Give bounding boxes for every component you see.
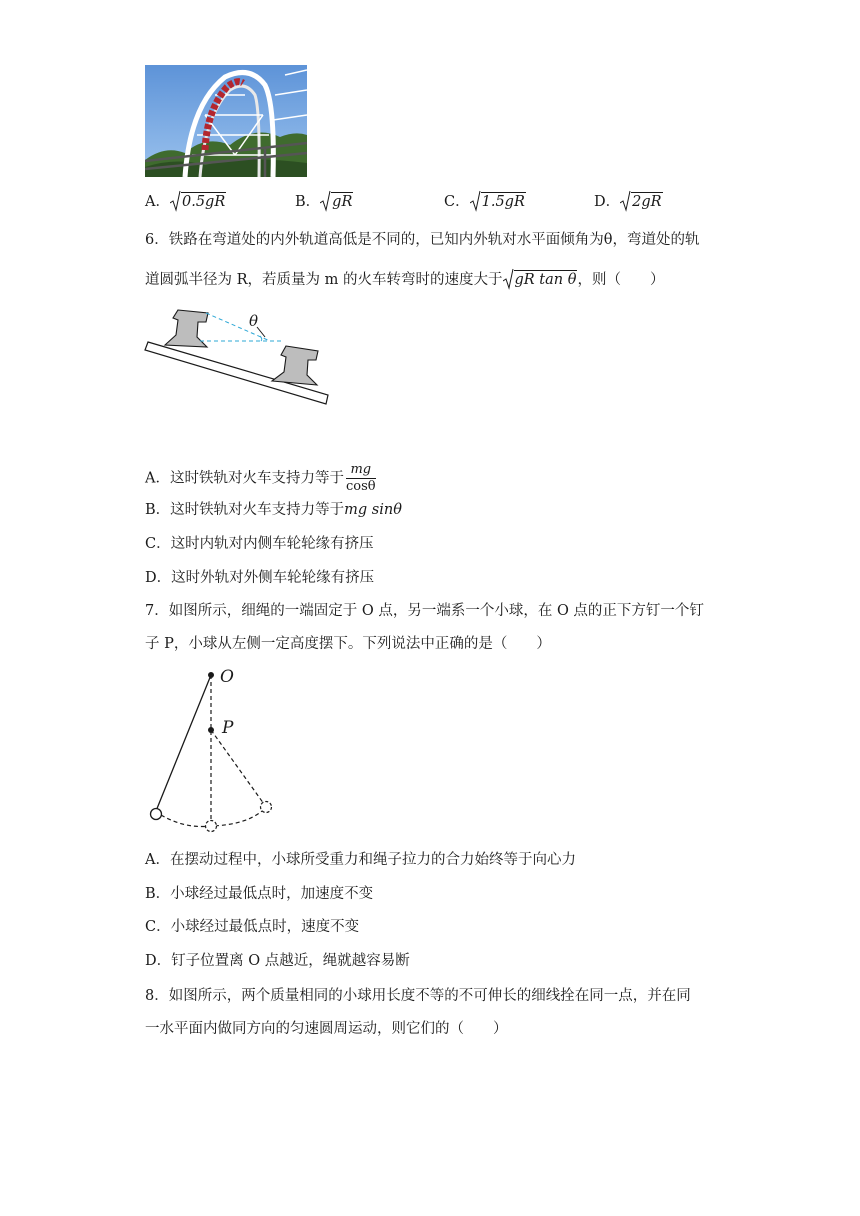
q5-option-b[interactable]: B． gR: [295, 192, 353, 212]
q7-option-c[interactable]: C．小球经过最低点时，速度不变: [145, 919, 360, 935]
q5-option-a[interactable]: A． 0.5gR: [145, 192, 226, 212]
q7-option-a[interactable]: A．在摆动过程中，小球所受重力和绳子拉力的合力始终等于向心力: [145, 852, 576, 868]
theta-label: θ: [249, 312, 259, 330]
q6-option-c[interactable]: C．这时内轨对内侧车轮轮缘有挤压: [145, 536, 374, 552]
q7-stem-line1: 7．如图所示，细绳的一端固定于 O 点，另一端系一个小球，在 O 点的正下方钉一个钉: [145, 603, 704, 619]
roller-coaster-photo: [145, 65, 307, 177]
q6-stem-line2: 道圆弧半径为 R，若质量为 m 的火车转弯时的速度大于 gR tan θ，则（ ）: [145, 270, 664, 290]
q7-option-b[interactable]: B．小球经过最低点时，加速度不变: [145, 886, 374, 902]
point-p-label: P: [222, 718, 234, 738]
q7-stem-line2: 子 P，小球从左侧一定高度摆下。下列说法中正确的是（ ）: [145, 636, 551, 652]
banked-track-figure: [140, 305, 335, 410]
q6-stem-line1: 6．铁路在弯道处的内外轨道高低是不同的，已知内外轨对水平面倾角为θ，弯道处的轨: [145, 232, 700, 248]
q5-option-c[interactable]: C． 1.5gR: [444, 192, 526, 212]
q7-option-d[interactable]: D．钉子位置离 O 点越近，绳就越容易断: [145, 953, 410, 969]
point-o-label: O: [220, 667, 234, 687]
q6-option-a[interactable]: A．这时铁轨对火车支持力等于 $\frac{mg}{\cos\theta}$: [145, 462, 376, 494]
q6-option-d[interactable]: D．这时外轨对外侧车轮轮缘有挤压: [145, 570, 375, 586]
q8-stem-line1: 8．如图所示，两个质量相同的小球用长度不等的不可伸长的细线拴在同一点，并在同: [145, 988, 691, 1004]
q8-stem-line2: 一水平面内做同方向的匀速圆周运动，则它们的（ ）: [145, 1021, 508, 1037]
q5-option-d[interactable]: D． 2gR: [594, 192, 663, 212]
pendulum-figure: [145, 665, 285, 837]
q6-option-b[interactable]: B．这时铁轨对火车支持力等于mg sinθ: [145, 502, 402, 518]
